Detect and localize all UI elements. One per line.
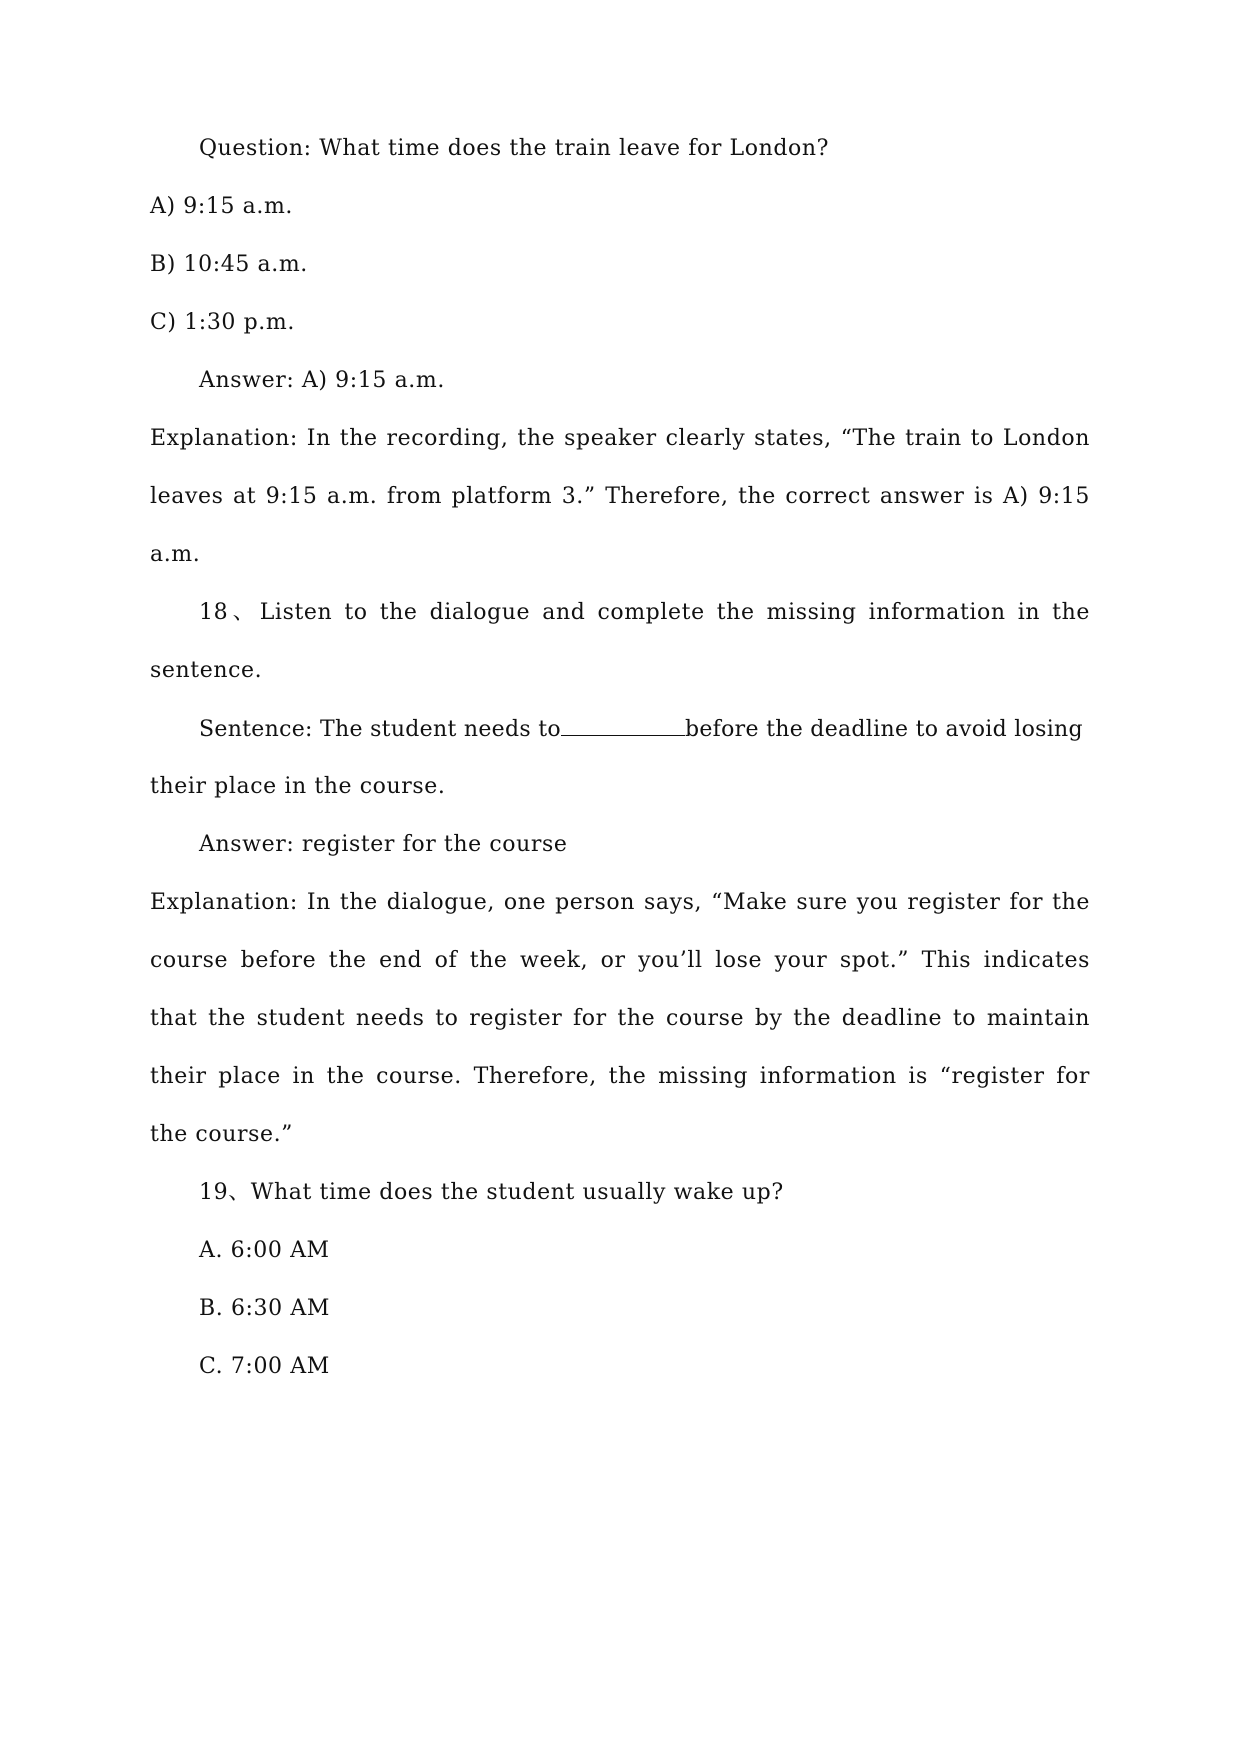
q19-option-c: C. 7:00 AM xyxy=(199,1354,330,1379)
q18-explanation-line: the course.” xyxy=(150,1122,294,1147)
q18-prompt-line: 18、Listen to the dialogue and complete the missing information in the xyxy=(199,600,1090,625)
q18-explanation-line: Explanation: In the dialogue, one person says, “Make sure you register for the xyxy=(150,890,1090,915)
q17-answer: Answer: A) 9:15 a.m. xyxy=(199,368,445,393)
q17-explanation-line: Explanation: In the recording, the speaker clearly states, “The train to London xyxy=(150,426,1090,451)
q19-option-b: B. 6:30 AM xyxy=(199,1296,330,1321)
q17-question: Question: What time does the train leave for London? xyxy=(199,136,830,161)
q17-explanation-line: leaves at 9:15 a.m. from platform 3.” Therefore, the correct answer is A) 9:15 xyxy=(150,484,1090,509)
q18-answer: Answer: register for the course xyxy=(199,832,568,857)
q18-explanation-line: that the student needs to register for the course by the deadline to maintain xyxy=(150,1006,1090,1031)
q19-question: 19、What time does the student usually wake up? xyxy=(199,1180,784,1205)
q17-option-c: C) 1:30 p.m. xyxy=(150,310,295,335)
q17-explanation-line: a.m. xyxy=(150,542,201,567)
q19-option-a: A. 6:00 AM xyxy=(199,1238,330,1263)
q18-sentence-before: Sentence: The student needs to xyxy=(199,717,561,742)
q18-sentence xyxy=(199,713,1090,745)
q18-explanation-line: their place in the course. Therefore, the missing information is “register for xyxy=(150,1064,1090,1089)
q18-explanation-line: course before the end of the week, or you’ll lose your spot.” This indicates xyxy=(150,948,1090,973)
q18-sentence-after: before the deadline to avoid losing xyxy=(684,717,1083,742)
q18-prompt-line: sentence. xyxy=(150,658,263,683)
q18-sentence-continuation: their place in the course. xyxy=(150,774,446,799)
q18-answer-blank xyxy=(561,713,685,736)
q17-option-a: A) 9:15 a.m. xyxy=(150,194,294,219)
q17-option-b: B) 10:45 a.m. xyxy=(150,252,308,277)
